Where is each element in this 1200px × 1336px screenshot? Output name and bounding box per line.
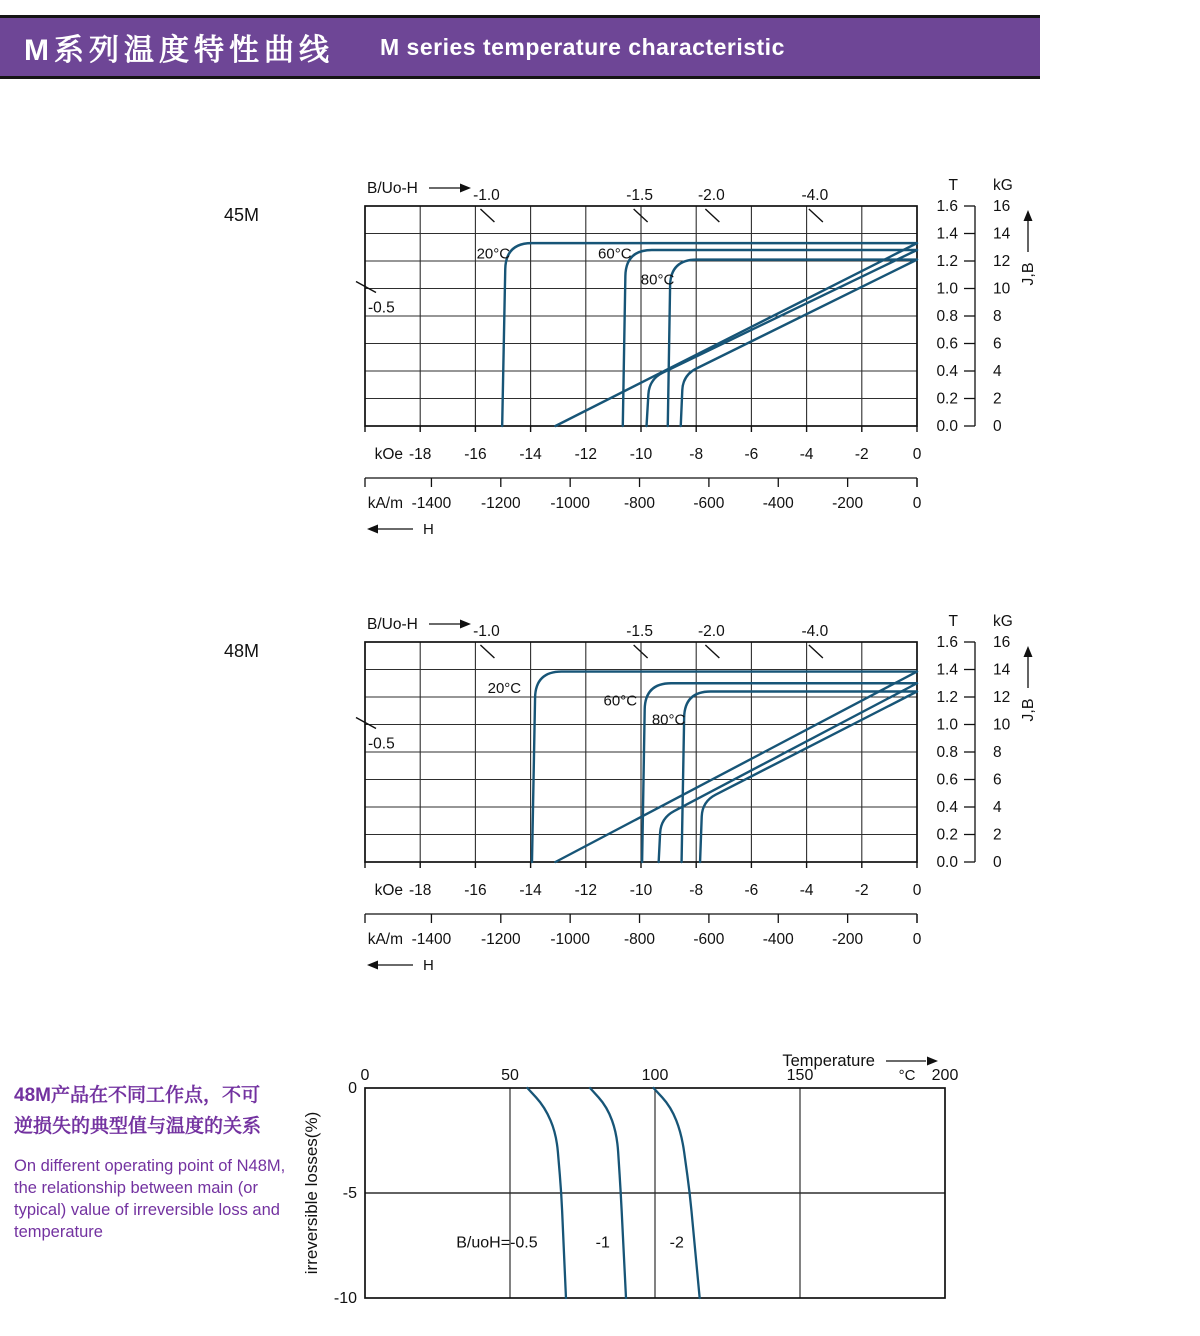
svg-text:-10: -10 bbox=[333, 1290, 357, 1307]
svg-text:-600: -600 bbox=[693, 931, 725, 948]
svg-text:1.6: 1.6 bbox=[936, 198, 958, 215]
svg-text:0: 0 bbox=[993, 854, 1002, 871]
side-note-zh-line2: 逆损失的典型值与温度的关系 bbox=[14, 1116, 262, 1137]
svg-text:0: 0 bbox=[912, 931, 922, 948]
svg-text:-12: -12 bbox=[574, 882, 598, 899]
svg-text:irreversible losses(%): irreversible losses(%) bbox=[302, 1111, 321, 1275]
svg-text:-800: -800 bbox=[624, 495, 656, 512]
svg-text:-18: -18 bbox=[408, 446, 432, 463]
svg-text:J,B: J,B bbox=[1020, 698, 1037, 722]
svg-text:kA/m: kA/m bbox=[367, 931, 403, 948]
svg-text:0: 0 bbox=[348, 1080, 357, 1097]
svg-text:2: 2 bbox=[993, 826, 1002, 844]
svg-text:-1.0: -1.0 bbox=[473, 187, 500, 204]
svg-text:1.0: 1.0 bbox=[936, 716, 958, 734]
svg-text:Temperature: Temperature bbox=[782, 1052, 875, 1070]
svg-text:200: 200 bbox=[931, 1067, 959, 1084]
svg-text:80°C: 80°C bbox=[640, 271, 675, 289]
side-note-zh-line1: 48M产品在不同工作点，不可 bbox=[14, 1085, 260, 1106]
svg-text:8: 8 bbox=[993, 744, 1002, 761]
svg-text:0.8: 0.8 bbox=[936, 744, 958, 761]
svg-text:-1.5: -1.5 bbox=[626, 623, 653, 640]
svg-text:0.4: 0.4 bbox=[936, 799, 958, 816]
svg-text:0.2: 0.2 bbox=[936, 826, 958, 844]
svg-text:B/Uo-H: B/Uo-H bbox=[367, 616, 418, 633]
svg-text:0.8: 0.8 bbox=[936, 308, 958, 325]
svg-text:4: 4 bbox=[993, 799, 1002, 816]
svg-text:0.4: 0.4 bbox=[936, 363, 958, 380]
svg-text:20°C: 20°C bbox=[476, 245, 511, 263]
svg-text:-600: -600 bbox=[693, 495, 725, 512]
chart-irreversible-loss bbox=[302, 1052, 958, 1307]
svg-text:-0.5: -0.5 bbox=[368, 299, 395, 317]
svg-text:-6: -6 bbox=[744, 446, 759, 463]
svg-text:6: 6 bbox=[993, 771, 1002, 789]
svg-text:4: 4 bbox=[993, 363, 1002, 380]
svg-text:150: 150 bbox=[786, 1067, 814, 1084]
svg-text:-400: -400 bbox=[762, 931, 794, 948]
svg-text:-800: -800 bbox=[624, 931, 656, 948]
svg-text:-10: -10 bbox=[629, 882, 653, 899]
svg-text:-0.5: -0.5 bbox=[368, 735, 395, 753]
svg-text:0.2: 0.2 bbox=[936, 390, 958, 408]
side-note-en-line1: On different operating point of N48M, bbox=[14, 1157, 286, 1175]
svg-text:°C: °C bbox=[898, 1067, 916, 1084]
svg-text:0: 0 bbox=[360, 1067, 370, 1084]
svg-text:-2: -2 bbox=[854, 446, 869, 463]
page-title-en: M series temperature characteristic bbox=[380, 33, 785, 60]
svg-text:48M: 48M bbox=[224, 641, 260, 661]
svg-text:0.6: 0.6 bbox=[936, 771, 958, 789]
svg-text:H: H bbox=[423, 521, 434, 538]
svg-text:20°C: 20°C bbox=[487, 679, 522, 697]
svg-text:-1.0: -1.0 bbox=[473, 623, 500, 640]
svg-text:0: 0 bbox=[912, 882, 922, 899]
svg-text:-1.5: -1.5 bbox=[626, 187, 653, 204]
svg-text:-1: -1 bbox=[595, 1234, 610, 1252]
side-note-en-line2: the relationship between main (or bbox=[14, 1179, 258, 1197]
svg-text:60°C: 60°C bbox=[598, 245, 632, 263]
svg-text:kOe: kOe bbox=[374, 882, 403, 899]
page-title-zh: M系列温度特性曲线 bbox=[24, 34, 334, 67]
svg-text:-4: -4 bbox=[799, 882, 814, 899]
svg-text:8: 8 bbox=[993, 308, 1002, 325]
svg-text:-1400: -1400 bbox=[411, 931, 452, 948]
svg-text:10: 10 bbox=[993, 280, 1011, 298]
svg-text:100: 100 bbox=[641, 1067, 669, 1084]
svg-text:-2: -2 bbox=[854, 882, 869, 899]
svg-text:T: T bbox=[948, 613, 958, 630]
svg-text:-16: -16 bbox=[464, 882, 487, 899]
svg-text:-400: -400 bbox=[762, 495, 794, 512]
svg-text:-5: -5 bbox=[342, 1185, 357, 1202]
svg-text:1.2: 1.2 bbox=[936, 689, 958, 706]
svg-text:-1000: -1000 bbox=[550, 495, 590, 512]
side-note-en-line4: temperature bbox=[14, 1223, 103, 1241]
side-note bbox=[14, 1080, 314, 1243]
svg-text:-14: -14 bbox=[519, 882, 542, 899]
svg-text:12: 12 bbox=[993, 253, 1011, 270]
svg-text:45M: 45M bbox=[224, 205, 260, 225]
side-note-en bbox=[14, 1155, 314, 1243]
svg-text:0: 0 bbox=[993, 418, 1002, 435]
svg-text:50: 50 bbox=[501, 1067, 519, 1084]
svg-text:1.0: 1.0 bbox=[936, 280, 958, 298]
svg-text:-10: -10 bbox=[629, 446, 653, 463]
svg-text:-2: -2 bbox=[669, 1234, 684, 1252]
svg-text:H: H bbox=[423, 957, 434, 974]
chart-48m bbox=[224, 613, 1037, 974]
svg-text:1.4: 1.4 bbox=[936, 225, 958, 243]
svg-text:J,B: J,B bbox=[1020, 262, 1037, 286]
svg-text:-16: -16 bbox=[464, 446, 487, 463]
svg-text:kG: kG bbox=[993, 613, 1013, 630]
svg-text:-1200: -1200 bbox=[480, 931, 521, 948]
svg-text:2: 2 bbox=[993, 390, 1002, 408]
svg-text:0.6: 0.6 bbox=[936, 335, 958, 353]
svg-text:-4.0: -4.0 bbox=[801, 623, 829, 640]
svg-text:0.0: 0.0 bbox=[936, 418, 958, 435]
svg-text:-4.0: -4.0 bbox=[801, 187, 829, 204]
svg-text:kOe: kOe bbox=[374, 446, 403, 463]
svg-text:-14: -14 bbox=[519, 446, 542, 463]
svg-text:-8: -8 bbox=[689, 882, 704, 899]
svg-text:T: T bbox=[948, 177, 958, 194]
svg-text:B/uoH=-0.5: B/uoH=-0.5 bbox=[456, 1234, 538, 1252]
svg-text:6: 6 bbox=[993, 335, 1002, 353]
chart-45m bbox=[224, 177, 1037, 538]
svg-text:-2.0: -2.0 bbox=[698, 187, 725, 204]
svg-text:-200: -200 bbox=[832, 495, 864, 512]
svg-text:1.2: 1.2 bbox=[936, 253, 958, 270]
svg-text:1.6: 1.6 bbox=[936, 634, 958, 651]
svg-text:16: 16 bbox=[993, 634, 1011, 651]
svg-text:-6: -6 bbox=[744, 882, 759, 899]
svg-text:-4: -4 bbox=[799, 446, 814, 463]
svg-text:kA/m: kA/m bbox=[367, 495, 403, 512]
svg-text:-8: -8 bbox=[689, 446, 704, 463]
svg-text:0.0: 0.0 bbox=[936, 854, 958, 871]
svg-text:-12: -12 bbox=[574, 446, 598, 463]
svg-text:80°C: 80°C bbox=[651, 711, 686, 729]
svg-text:B/Uo-H: B/Uo-H bbox=[367, 180, 418, 197]
side-note-en-line3: typical) value of irreversible loss and bbox=[14, 1201, 280, 1219]
svg-text:1.4: 1.4 bbox=[936, 661, 958, 679]
svg-text:kG: kG bbox=[993, 177, 1013, 194]
svg-text:-1400: -1400 bbox=[411, 495, 452, 512]
svg-text:10: 10 bbox=[993, 716, 1011, 734]
svg-text:-2.0: -2.0 bbox=[698, 623, 725, 640]
svg-text:16: 16 bbox=[993, 198, 1011, 215]
svg-text:-18: -18 bbox=[408, 882, 432, 899]
svg-text:-1000: -1000 bbox=[550, 931, 590, 948]
svg-text:0: 0 bbox=[912, 495, 922, 512]
svg-text:60°C: 60°C bbox=[603, 692, 638, 710]
svg-text:-1200: -1200 bbox=[480, 495, 521, 512]
svg-text:-200: -200 bbox=[832, 931, 864, 948]
svg-text:12: 12 bbox=[993, 689, 1011, 706]
svg-text:0: 0 bbox=[912, 446, 922, 463]
svg-text:14: 14 bbox=[993, 225, 1011, 243]
svg-text:14: 14 bbox=[993, 661, 1011, 679]
